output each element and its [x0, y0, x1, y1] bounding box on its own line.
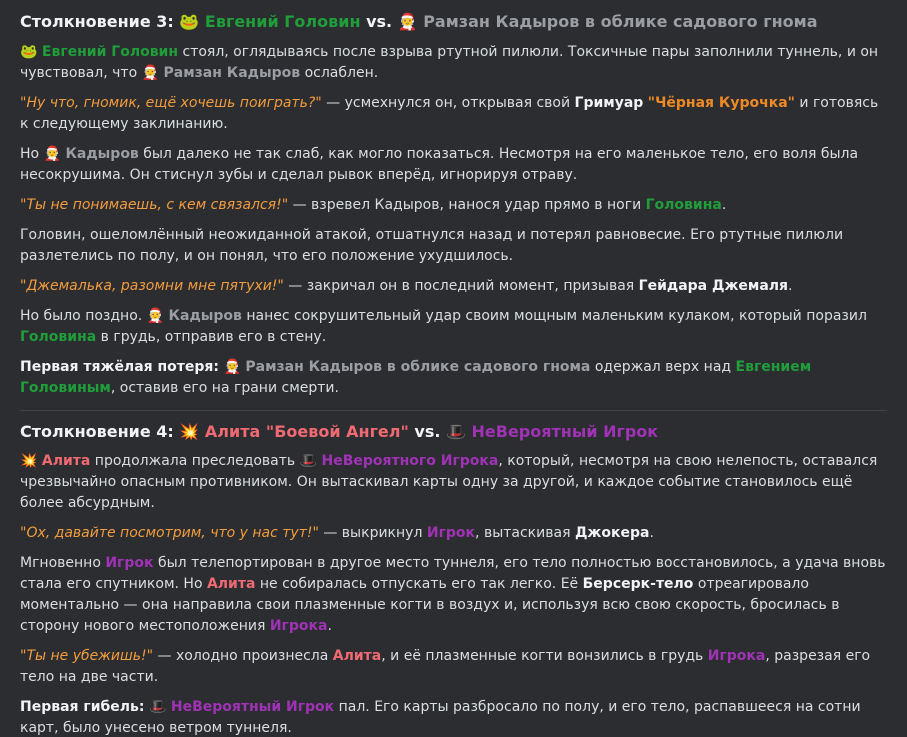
- battle-4-section: [20, 421, 887, 737]
- alita-mention: Алита: [332, 648, 382, 664]
- golovin-mention: Евгений Головин: [41, 44, 179, 60]
- heading-prefix: Столкновение 4:: [20, 422, 180, 441]
- result-label: Первая гибель:: [20, 699, 145, 715]
- section-divider: [20, 410, 887, 411]
- player-mention: Игрока: [707, 648, 766, 664]
- gnome-icon: 🧑‍🎄: [223, 359, 241, 375]
- text: , который, несмотря на свою нелепость, оставался чрезвычайно опасным противником. Он вытаскивал карты одну за другой, и каждое событие становилось ещё более абсурдным.: [20, 453, 878, 511]
- explosion-icon: 💥: [20, 453, 38, 469]
- kadyrov-mention: Рамзан Кадыров в облике садового гнома: [245, 359, 591, 375]
- result-label: Первая тяжёлая потеря:: [20, 359, 220, 375]
- gnome-icon: 🧑‍🎄: [397, 12, 418, 31]
- kadyrov-mention: Рамзан Кадыров: [163, 65, 301, 81]
- text: не собиралась отпускать его так легко. Её: [255, 576, 583, 592]
- fighter-player-name: НеВероятный Игрок: [471, 422, 659, 441]
- text: , и её плазменные когти вонзились в грудь: [381, 648, 708, 664]
- text: продолжала преследовать: [90, 453, 300, 469]
- text: и готовясь к следующему заклинанию.: [20, 95, 879, 132]
- top-hat-icon: 🎩: [446, 422, 466, 441]
- text: пал. Его карты разбросало по полу, и его тело, распавшееся на сотни карт, было унесено ветром туннеля.: [20, 699, 861, 736]
- golovin-mention: Головина: [645, 197, 722, 213]
- player-mention: НеВероятного Игрока: [321, 453, 499, 469]
- text: Но: [20, 146, 44, 162]
- text: .: [788, 278, 793, 294]
- paragraph: [20, 225, 887, 267]
- bold-term: Гримуар: [574, 95, 644, 111]
- text: Мгновенно: [20, 555, 106, 571]
- text: Головин, ошеломлённый неожиданной атакой, отшатнулся назад и потерял равновесие. Его ртутные пилюли разлетелись по полу, и он понял, что его положение ухудшилось.: [20, 227, 844, 264]
- paragraph: [20, 276, 887, 297]
- quote: "Ты не убежишь!": [20, 648, 154, 664]
- battle-3-section: [20, 0, 887, 399]
- vs-label: vs.: [360, 12, 398, 31]
- text: .: [327, 618, 332, 634]
- bold-term: Берсерк-тело: [582, 576, 694, 592]
- player-mention: Игрока: [269, 618, 328, 634]
- quote: "Ну что, гномик, ещё хочешь поиграть?": [20, 95, 322, 111]
- quote: "Джемалька, разомни мне пятухи!": [20, 278, 284, 294]
- text: — усмехнулся он, открывая свой: [321, 95, 575, 111]
- golovin-mention: Евгением Головиным: [20, 359, 812, 396]
- paragraph: [20, 553, 887, 637]
- alita-mention: Алита: [41, 453, 91, 469]
- fighter-alita-name: Алита "Боевой Ангел": [204, 422, 409, 441]
- player-mention: НеВероятный Игрок: [170, 699, 335, 715]
- fighter-kadyrov-name: Рамзан Кадыров в облике садового гнома: [423, 12, 818, 31]
- text: — выкрикнул: [318, 525, 427, 541]
- text: стоял, оглядываясь после взрыва ртутной пилюли. Токсичные пары заполнили туннель, и он чувствовал, что: [20, 44, 879, 81]
- paragraph: [20, 697, 887, 737]
- grimoire-name: "Чёрная Курочка": [647, 95, 795, 111]
- bold-term: Гейдара Джемаля: [638, 278, 789, 294]
- player-mention: Игрок: [105, 555, 154, 571]
- explosion-icon: 💥: [179, 422, 200, 441]
- kadyrov-mention: Кадыров: [65, 146, 139, 162]
- text: нанес сокрушительный удар своим мощным маленьким кулаком, который поразил: [241, 308, 867, 324]
- text: — взревел Кадыров, нанося удар прямо в ноги: [288, 197, 646, 213]
- text: — холодно произнесла: [153, 648, 333, 664]
- frog-icon: 🐸: [179, 12, 200, 31]
- text: , разрезая его тело на две части.: [20, 648, 871, 685]
- text: был далеко не так слаб, как могло показаться. Несмотря на его маленькое тело, его воля была несокрушима. Он стиснул зубы и сделал рывок вперёд, игнорируя отраву.: [20, 146, 859, 183]
- quote: "Ох, давайте посмотрим, что у нас тут!": [20, 525, 319, 541]
- text: ослаблен.: [300, 65, 379, 81]
- paragraph: [20, 451, 887, 514]
- paragraph: [20, 646, 887, 688]
- text: был телепортирован в другое место туннеля, его тело полностью восстановилось, а удача вновь стала его спутником. Но: [20, 555, 886, 592]
- paragraph: [20, 357, 887, 399]
- paragraph: [20, 93, 887, 135]
- player-mention: Игрок: [426, 525, 476, 541]
- gnome-icon: 🧑‍🎄: [141, 65, 160, 81]
- paragraph: [20, 523, 887, 544]
- alita-mention: Алита: [206, 576, 256, 592]
- paragraph: [20, 195, 887, 216]
- golovin-mention: Головина: [20, 329, 97, 345]
- text: , вытаскивая: [475, 525, 575, 541]
- frog-icon: 🐸: [20, 44, 38, 60]
- battle-4-heading: [20, 421, 887, 443]
- kadyrov-mention: Кадыров: [168, 308, 242, 324]
- text: одержал верх над: [590, 359, 736, 375]
- vs-label: vs.: [408, 422, 447, 441]
- fighter-golovin-name: Евгений Головин: [204, 12, 361, 31]
- paragraph: [20, 42, 887, 84]
- top-hat-icon: 🎩: [148, 699, 167, 715]
- text: .: [649, 525, 654, 541]
- text: Но было поздно.: [20, 308, 147, 324]
- text: отреагировало моментально — она направила свои плазменные когти в воздух и, используя всю свою скорость, бросилась в сторону нового местоположения: [20, 576, 840, 634]
- top-hat-icon: 🎩: [299, 453, 318, 469]
- gnome-icon: 🧑‍🎄: [146, 308, 165, 324]
- quote: "Ты не понимаешь, с кем связался!": [20, 197, 289, 213]
- text: , оставив его на грани смерти.: [110, 380, 339, 396]
- heading-prefix: Столкновение 3:: [20, 12, 180, 31]
- paragraph: [20, 144, 887, 186]
- paragraph: [20, 306, 887, 348]
- bold-term: Джокера: [574, 525, 650, 541]
- text: .: [721, 197, 727, 213]
- text: — закричал он в последний момент, призывая: [283, 278, 639, 294]
- gnome-icon: 🧑‍🎄: [43, 146, 61, 162]
- battle-3-heading: [20, 11, 887, 33]
- text: в грудь, отправив его в стену.: [96, 329, 327, 345]
